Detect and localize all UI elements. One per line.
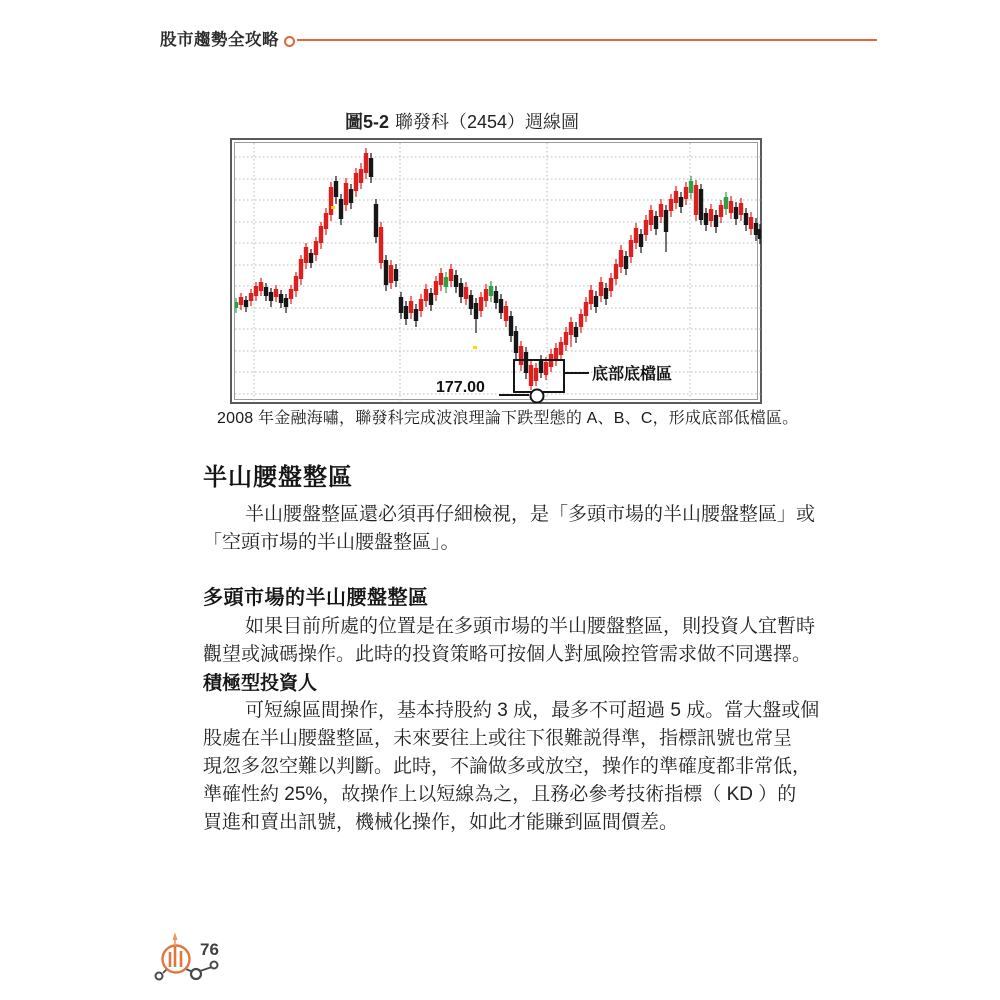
- paragraph-line: 股處在半山腰盤整區，未來要往上或往下很難説得準，指標訊號也常呈: [203, 728, 793, 749]
- paragraph-line: 買進和賣出訊號，機械化操作，如此才能賺到區間價差。: [203, 812, 679, 833]
- paragraph-line: 準確性約 25%，故操作上以短線為之，且務必參考技術指標（ KD ）的: [203, 784, 797, 805]
- paragraph-line: 現忽多忽空難以判斷。此時，不論做多或放空，操作的準確度都非常低，: [203, 756, 812, 777]
- candlestick-chart: [230, 138, 762, 404]
- running-header-title: 股市趨勢全攻略: [160, 31, 279, 49]
- section-heading: 半山腰盤整區: [203, 464, 353, 491]
- figure-title: [345, 108, 579, 134]
- paragraph-line: 半山腰盤整區還必須再仔細檢視，是「多頭市場的半山腰盤整區」或: [245, 504, 816, 525]
- figure-title-text: 聯發科（2454）週線圖: [395, 112, 580, 132]
- runin-heading: 積極型投資人: [203, 673, 318, 694]
- figure-caption: 2008 年金融海嘯，聯發科完成波浪理論下跌型態的 A、B、C，形成底部低檔區。: [217, 410, 799, 427]
- paragraph-line: 如果目前所處的位置是在多頭市場的半山腰盤整區，則投資人宜暫時: [245, 616, 816, 637]
- chart-low-price-label: 177.00: [436, 379, 485, 396]
- paragraph-line: 可短線區間操作，基本持股約 3 成，最多不可超過 5 成。當大盤或個: [245, 700, 820, 721]
- paragraph-line: 「空頭市場的半山腰盤整區」。: [203, 532, 460, 553]
- figure-label: 圖5-2: [345, 112, 390, 132]
- header-rule: [297, 39, 877, 41]
- candlestick-chart-canvas: [235, 143, 761, 403]
- paragraph-line: 觀望或減碼操作。此時的投資策略可按個人對風險控管需求做不同選擇。: [203, 644, 812, 665]
- chart-zone-annotation: 底部底檔區: [592, 366, 673, 383]
- page-number: 76: [200, 940, 219, 959]
- header-ring-icon: [284, 36, 295, 47]
- subsection-heading: 多頭市場的半山腰盤整區: [203, 587, 429, 609]
